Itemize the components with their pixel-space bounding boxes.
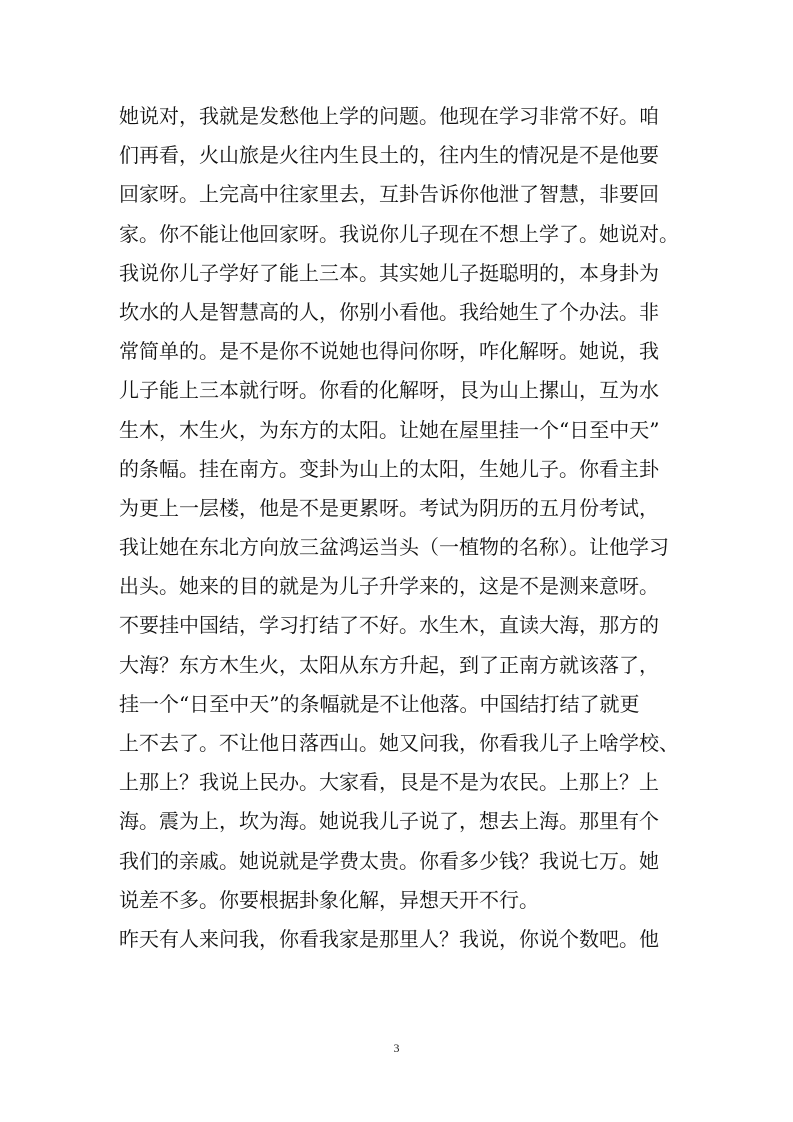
text-line: 出头。她来的目的就是为儿子升学来的，这是不是测来意呀。 bbox=[119, 574, 659, 599]
text-line: 儿子能上三本就行呀。你看的化解呀，艮为山上摞山，互为水 bbox=[119, 378, 659, 403]
page-number: 3 bbox=[393, 1041, 400, 1055]
text-line: 昨天有人来问我，你看我家是那里人？我说，你说个数吧。他 bbox=[119, 926, 659, 951]
text-line: 不要挂中国结，学习打结了不好。水生木，直读大海，那方的 bbox=[119, 613, 659, 638]
text-line: 海。震为上，坎为海。她说我儿子说了，想去上海。那里有个 bbox=[119, 809, 659, 834]
text-line: 我说你儿子学好了能上三本。其实她儿子挺聪明的，本身卦为 bbox=[119, 260, 659, 285]
text-line: 常简单的。是不是你不说她也得问你呀，咋化解呀。她说，我 bbox=[119, 339, 659, 364]
text-line: 大海？东方木生火，太阳从东方升起，到了正南方就该落了， bbox=[119, 652, 659, 677]
text-line: 她说对，我就是发愁他上学的问题。他现在学习非常不好。咱 bbox=[119, 104, 659, 128]
text-line: 我让她在东北方向放三盆鸿运当头（一植物的名称）。让他学习 bbox=[119, 535, 669, 560]
text-line: 家。你不能让他回家呀。我说你儿子现在不想上学了。她说对。 bbox=[119, 221, 679, 246]
text-line: 的条幅。挂在南方。变卦为山上的太阳，生她儿子。你看主卦 bbox=[119, 456, 659, 481]
text-line: 上那上？我说上民办。大家看，艮是不是为农民。上那上？上 bbox=[119, 770, 659, 795]
text-line: 们再看，火山旅是火往内生艮土的，往内生的情况是不是他要 bbox=[119, 143, 659, 168]
text-line: 说差不多。你要根据卦象化解，异想天开不行。 bbox=[119, 887, 539, 912]
text-line: 为更上一层楼，他是不是更累呀。考试为阴历的五月份考试， bbox=[119, 495, 659, 520]
text-line: 坎水的人是智慧高的人，你别小看他。我给她生了个办法。非 bbox=[119, 299, 659, 324]
text-line: 挂一个“日至中天”的条幅就是不让他落。中国结打结了就更 bbox=[119, 691, 640, 716]
text-line: 生木，木生火，为东方的太阳。让她在屋里挂一个“日至中天” bbox=[119, 417, 660, 442]
text-line: 回家呀。上完高中往家里去，互卦告诉你他泄了智慧，非要回 bbox=[119, 182, 659, 207]
text-line: 我们的亲戚。她说就是学费太贵。你看多少钱？我说七万。她 bbox=[119, 848, 659, 873]
body-text bbox=[119, 97, 679, 959]
text-line: 上不去了。不让他日落西山。她又问我，你看我儿子上啥学校、 bbox=[119, 731, 679, 755]
